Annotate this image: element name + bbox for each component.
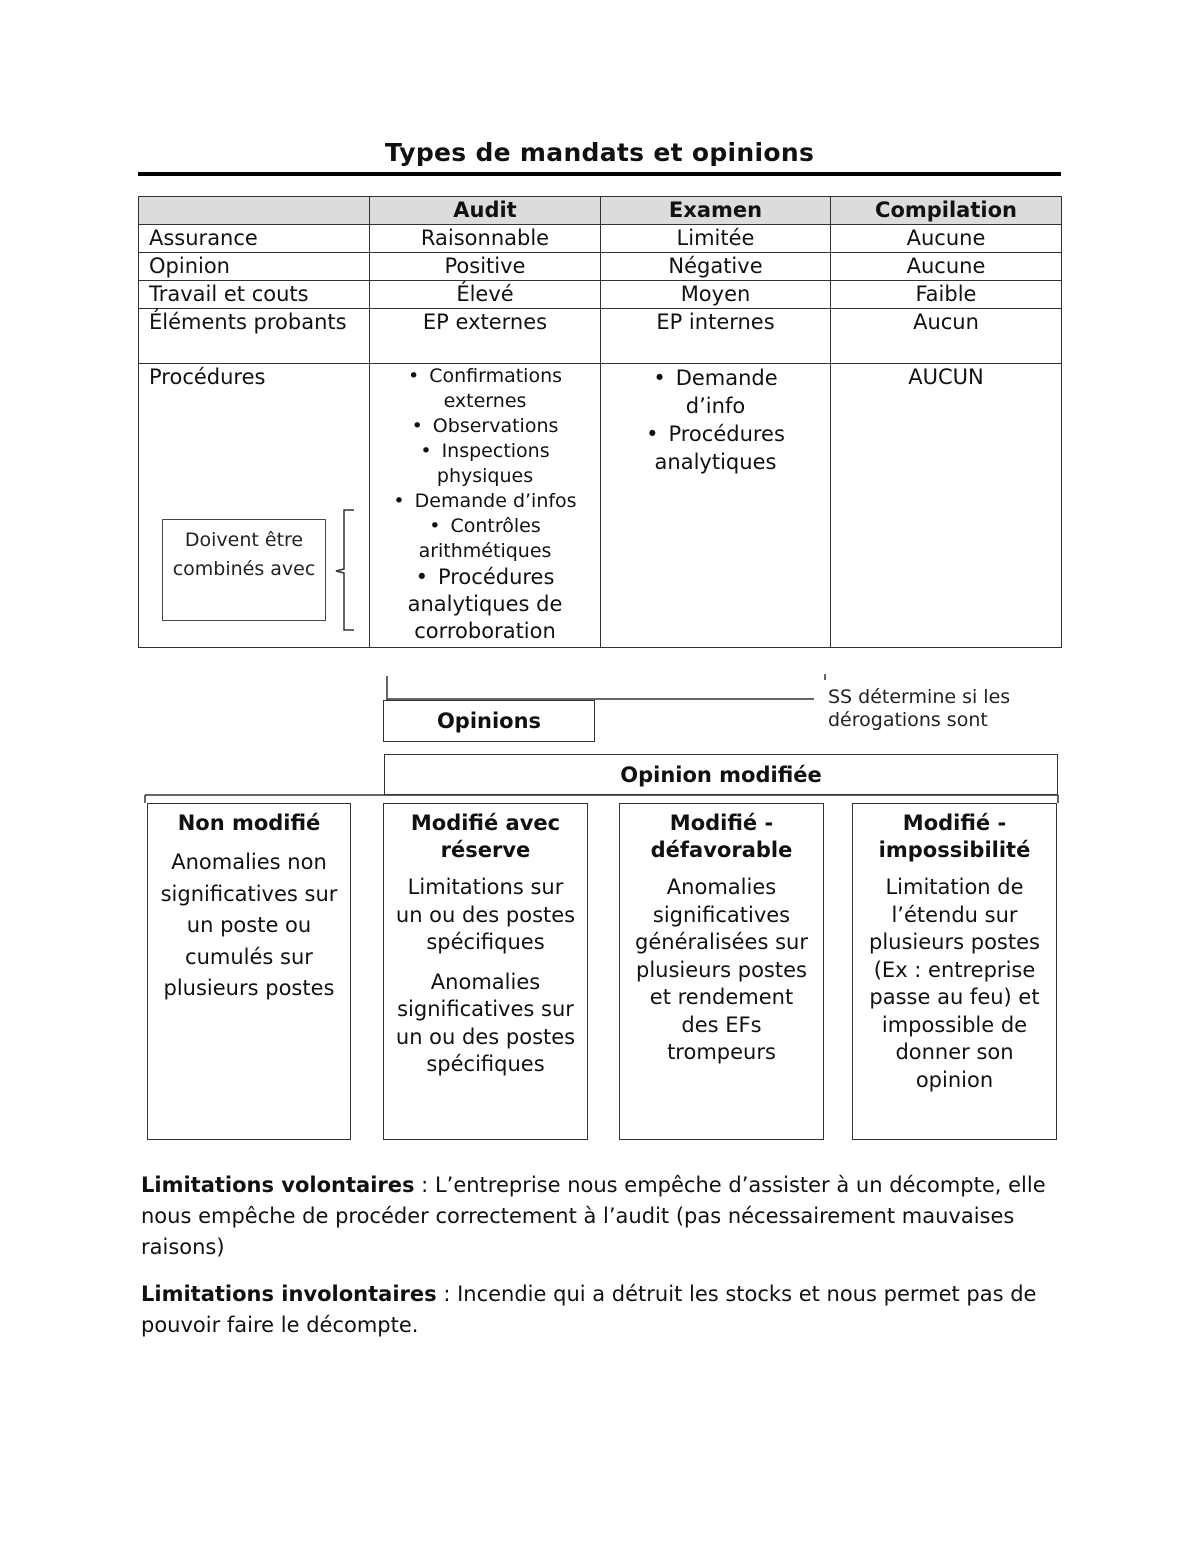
- cell-compilation: Aucune: [831, 225, 1062, 253]
- card-modifie-defavorable: [619, 803, 824, 1140]
- ss-note: SS détermine si les dérogations sont: [828, 686, 1011, 731]
- page-title: Types de mandats et opinions: [384, 138, 815, 167]
- card-modifie-reserve: [383, 803, 588, 1140]
- card-text: Limitations sur un ou des postes spécifiques: [395, 875, 576, 954]
- row-label: Éléments probants: [139, 309, 370, 364]
- cell-examen: Négative: [601, 253, 831, 281]
- card-non-modifie: [147, 803, 351, 1140]
- card-title: Modifié - défavorable: [650, 811, 793, 862]
- card-text: Anomalies significatives sur un ou des postes spécifiques: [395, 969, 576, 1076]
- card-text: Limitation de l’étendu sur plusieurs postes (Ex : entreprise passe au feu) et impossible de donner son opinion: [869, 875, 1040, 1092]
- list-item: • Procédures analytiques de corroboration: [407, 565, 563, 643]
- list-item: • Contrôles arithmétiques: [418, 515, 552, 562]
- card-text: Anomalies significatives généralisées sur plusieurs postes et rendement des EFs trompeurs: [635, 875, 808, 1064]
- combine-note-box: Doivent être combinés avec: [162, 519, 326, 621]
- cell-compilation-procedures: AUCUN: [831, 364, 1062, 648]
- cell-audit: Raisonnable: [370, 225, 601, 253]
- note-term: Limitations involontaires: [141, 1282, 437, 1306]
- cell-examen: EP internes: [601, 309, 831, 364]
- note-paragraph: Limitations volontaires : L’entreprise nous empêche d’assister à un décompte, elle nous empêche de procéder correctement à l’audit (pas nécessairement mauvaises raisons): [141, 1173, 1046, 1259]
- opinion-modifiee-box: Opinion modifiée: [384, 754, 1058, 795]
- list-item: • Inspections physiques: [420, 440, 550, 487]
- header-cell-examen: Examen: [601, 197, 831, 225]
- note-paragraph: Limitations involontaires : Incendie qui a détruit les stocks et nous permet pas de pouvoir faire le décompte.: [141, 1282, 1037, 1337]
- header-cell-audit: Audit: [370, 197, 601, 225]
- row-label: Opinion: [139, 253, 370, 281]
- row-label: Travail et couts: [139, 281, 370, 309]
- cell-compilation: Aucun: [831, 309, 1062, 364]
- list-item: • Confirmations externes: [407, 365, 563, 412]
- note-text: L’entreprise nous empêche d’assister à un décompte, elle nous empêche de procéder correctement à l’audit (pas nécessairement mauvaises raisons): [141, 1173, 1046, 1259]
- cell-compilation: Aucune: [831, 253, 1062, 281]
- card-modifie-impossibilite: [852, 803, 1057, 1140]
- cell-audit: Élevé: [370, 281, 601, 309]
- row-label: Assurance: [139, 225, 370, 253]
- list-item: • Observations: [411, 415, 559, 437]
- opinions-box: Opinions: [383, 700, 595, 742]
- note-term: Limitations volontaires: [141, 1173, 415, 1197]
- list-item: • Procédures analytiques: [646, 422, 785, 474]
- list-item: • Demande d’infos: [393, 490, 577, 512]
- card-text: Anomalies non significatives sur un poste ou cumulés sur plusieurs postes: [160, 850, 338, 1000]
- cell-compilation: Faible: [831, 281, 1062, 309]
- card-title: Modifié avec réserve: [410, 811, 561, 862]
- header-cell-compilation: Compilation: [831, 197, 1062, 225]
- row-label: Procédures: [139, 364, 370, 648]
- card-title: Non modifié: [177, 811, 321, 835]
- cell-audit: Positive: [370, 253, 601, 281]
- list-item: • Demande d’info: [653, 366, 778, 418]
- cell-examen: Limitée: [601, 225, 831, 253]
- card-title: Modifié - impossibilité: [878, 811, 1031, 862]
- cell-audit: EP externes: [370, 309, 601, 364]
- note-text: Incendie qui a détruit les stocks et nous permet pas de pouvoir faire le décompte.: [141, 1282, 1037, 1337]
- cell-examen: Moyen: [601, 281, 831, 309]
